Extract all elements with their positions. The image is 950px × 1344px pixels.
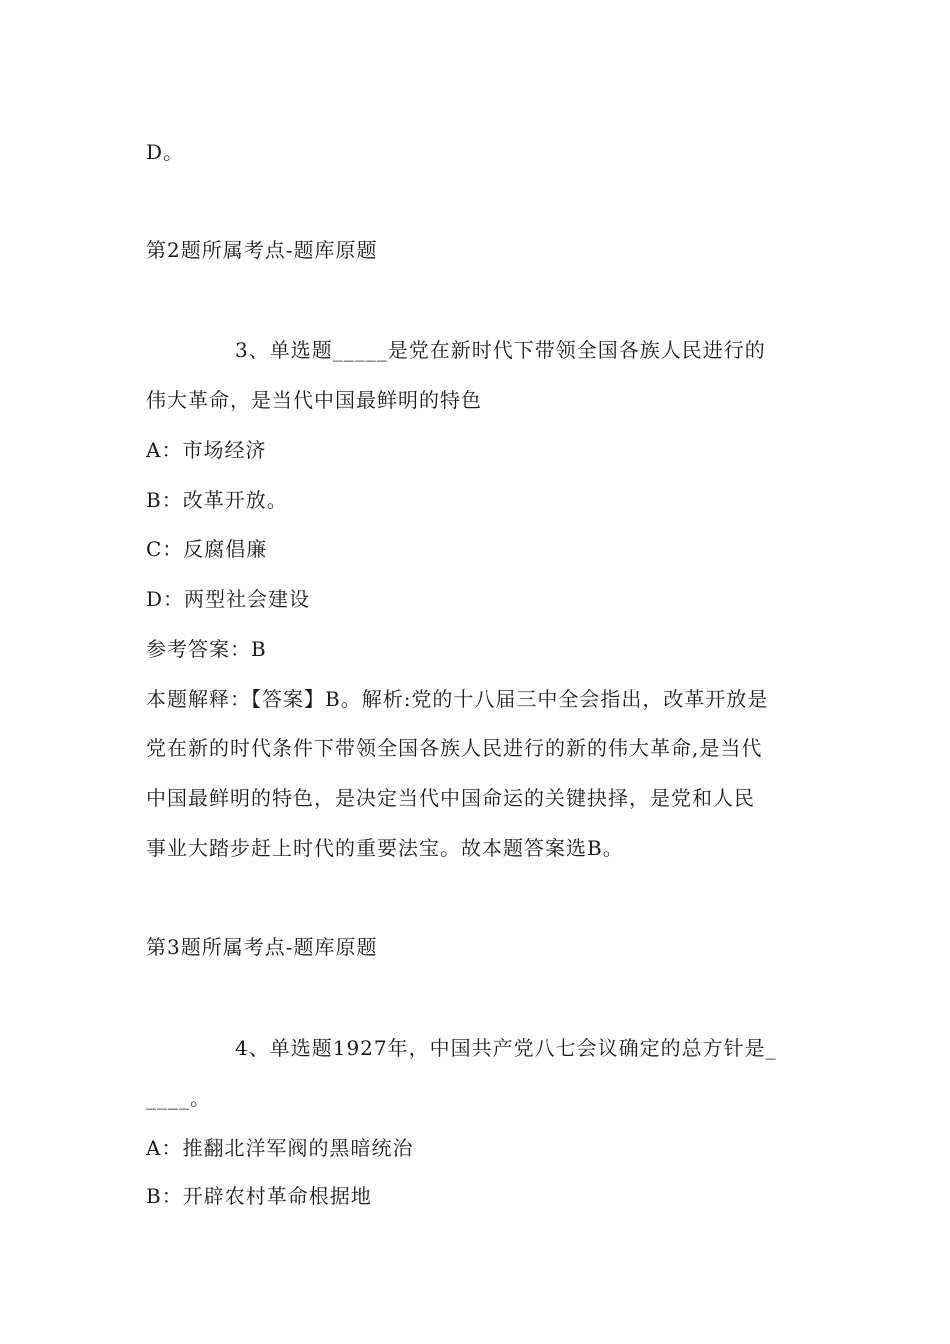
question-3-option-d: D：两型社会建设 (146, 587, 311, 611)
question-4-stem-line-2: ____。 (146, 1086, 211, 1110)
question-3-knowledge-point: 第3题所属考点-题库原题 (146, 935, 378, 959)
question-4-stem-line-1: 4、单选题1927年，中国共产党八七会议确定的总方针是_ (235, 1036, 777, 1060)
question-4-option-b: B：开辟农村革命根据地 (146, 1184, 372, 1208)
question-3-stem-line-2: 伟大革命，是当代中国最鲜明的特色 (146, 388, 482, 412)
question-3-explanation-line-3: 中国最鲜明的特色，是决定当代中国命运的关键抉择，是党和人民 (146, 786, 755, 810)
question-3-option-a: A：市场经济 (146, 438, 267, 462)
question-3-explanation-line-1: 本题解释：【答案】B。解析:党的十八届三中全会指出，改革开放是 (146, 687, 769, 711)
question-3-explanation-line-4: 事业大踏步赶上时代的重要法宝。故本题答案选B。 (146, 836, 624, 860)
question-3-option-c: C：反腐倡廉 (146, 537, 268, 561)
question-3-explanation-line-2: 党在新的时代条件下带领全国各族人民进行的新的伟大革命,是当代 (146, 736, 763, 760)
question-3-stem-line-1: 3、单选题_____是党在新时代下带领全国各族人民进行的 (235, 338, 766, 362)
previous-answer-tail: D。 (146, 140, 185, 164)
question-3-option-b: B：改革开放。 (146, 488, 288, 512)
question-4-option-a: A：推翻北洋军阀的黑暗统治 (146, 1136, 414, 1160)
question-3-reference-answer: 参考答案：B (146, 637, 267, 661)
question-2-knowledge-point: 第2题所属考点-题库原题 (146, 238, 378, 262)
